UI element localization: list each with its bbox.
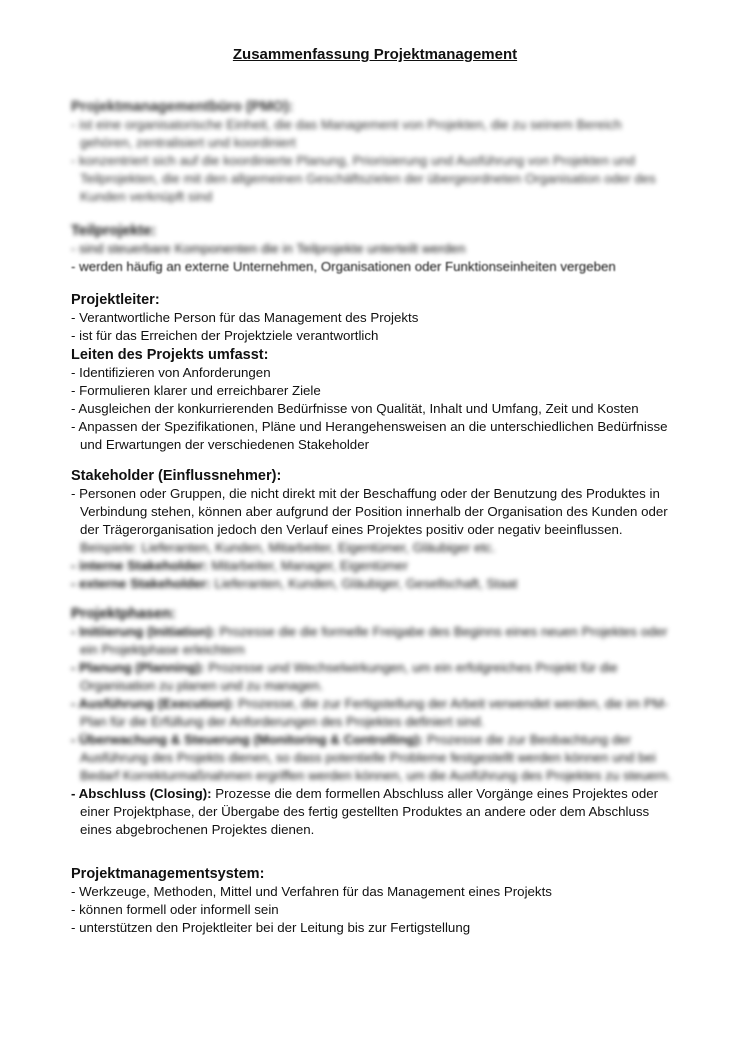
item-text: Lieferanten, Kunden, Gläubiger, Gesellschaft, Staat <box>210 576 518 591</box>
section-heading: Leiten des Projekts umfasst: <box>71 347 269 363</box>
list-item <box>71 575 676 593</box>
list-item: - können formell oder informell sein <box>71 902 279 917</box>
section-leiten <box>71 346 676 454</box>
list-item <box>71 695 676 731</box>
section-heading: Stakeholder (Einflussnehmer): <box>71 468 282 484</box>
section-pm-system <box>71 865 676 937</box>
item-lead: - externe Stakeholder: <box>71 576 211 591</box>
item-lead: - Überwachung & Steuerung (Monitoring & Controlling): <box>71 732 424 747</box>
document-title: Zusammenfassung Projektmanagement <box>232 46 518 63</box>
item-text: Prozesse, die zur Fertigstellung der Arbeit verwendet werden, die im PM-Plan für die Erfüllung der Anforderungen des Projektes definiert sind. <box>80 696 669 729</box>
list-item: - konzentriert sich auf die koordinierte Planung, Priorisierung und Ausführung von Projekten und Teilprojekten, die mit den allgemeinen Geschäftszielen der übergeordneten Organisation oder des Kunden verknüpft sind <box>71 153 656 204</box>
list-item: - unterstützen den Projektleiter bei der Leitung bis zur Fertigstellung <box>71 920 471 935</box>
item-text: Prozesse die dem formellen Abschluss aller Vorgänge eines Projektes oder einer Projektphase, der Übergabe des fertig gestellten Produktes an andere oder dem Abschluss eines abgebrochenen Projektes dienen. <box>80 786 659 837</box>
list-item <box>71 623 676 659</box>
list-item: - Verantwortliche Person für das Management des Projekts <box>71 310 419 325</box>
list-item <box>71 659 676 695</box>
list-item: - sind steuerbare Komponenten die in Teilprojekte unterteilt werden <box>71 241 466 256</box>
list-item: Beispiele: Lieferanten, Kunden, Mitarbeiter, Eigentümer, Gläubiger etc. <box>80 540 496 555</box>
list-item: - ist eine organisatorische Einheit, die das Management von Projekten, die zu seinem Bereich gehören, zentralisiert und koordiniert <box>71 117 622 150</box>
list-item: - Personen oder Gruppen, die nicht direkt mit der Beschaffung oder der Benutzung des Produktes in Verbindung stehen, können aber aufgrund der Position innerhalb der Organisation des Kunden oder der Trägerorganisation jedoch den Verlauf eines Projektes positiv oder negativ beeinflussen. <box>71 486 668 537</box>
item-lead: - Ausführung (Execution): <box>71 696 235 711</box>
section-heading: Projektmanagementbüro (PMO): <box>71 99 294 115</box>
item-lead: - Abschluss (Closing): <box>71 786 212 801</box>
list-item: - ist für das Erreichen der Projektziele verantwortlich <box>71 328 379 343</box>
section-heading: Projektleiter: <box>71 292 160 308</box>
section-teilprojekte <box>71 222 676 276</box>
section-pmo <box>71 98 676 206</box>
list-item: - Identifizieren von Anforderungen <box>71 365 271 380</box>
item-text: Prozesse die zur Beobachtung der Ausführung des Projekts dienen, so dass potentielle Probleme festgestellt werden können und bei Bedarf Korrekturmaßnahmen ergriffen werden können, um die Ausführung des Projektes zu steuern. <box>80 732 672 783</box>
item-text: Prozesse und Wechselwirkungen, um ein erfolgreiches Projekt für die Organisation zu planen und zu managen. <box>80 660 618 693</box>
section-projektleiter <box>71 291 676 345</box>
list-item: - Werkzeuge, Methoden, Mittel und Verfahren für das Management eines Projekts <box>71 884 552 899</box>
item-text: Mitarbeiter, Manager, Eigentümer <box>207 558 408 573</box>
item-lead: - Initiierung (Initiation): <box>71 624 216 639</box>
section-heading: Projektphasen: <box>71 606 176 622</box>
list-item <box>71 557 676 575</box>
list-item: - Anpassen der Spezifikationen, Pläne und Herangehensweisen an die unterschiedlichen Bedürfnisse und Erwartungen der verschiedenen Stakeholder <box>71 419 668 452</box>
section-heading: Teilprojekte: <box>71 223 157 239</box>
section-projektphasen <box>71 605 676 839</box>
list-item <box>71 731 676 785</box>
item-text: Prozesse die die formelle Freigabe des Beginns eines neuen Projektes oder ein Projektphase erleichtern <box>80 624 668 657</box>
list-item: - Formulieren klarer und erreichbarer Ziele <box>71 383 321 398</box>
section-stakeholder <box>71 467 676 593</box>
list-item <box>71 785 676 839</box>
list-item: - Ausgleichen der konkurrierenden Bedürfnisse von Qualität, Inhalt und Umfang, Zeit und Kosten <box>71 401 639 416</box>
item-lead: - interne Stakeholder: <box>71 558 208 573</box>
list-item: - werden häufig an externe Unternehmen, Organisationen oder Funktionseinheiten vergeben <box>71 259 616 274</box>
item-lead: - Planung (Planning): <box>71 660 205 675</box>
section-heading: Projektmanagementsystem: <box>71 866 265 882</box>
